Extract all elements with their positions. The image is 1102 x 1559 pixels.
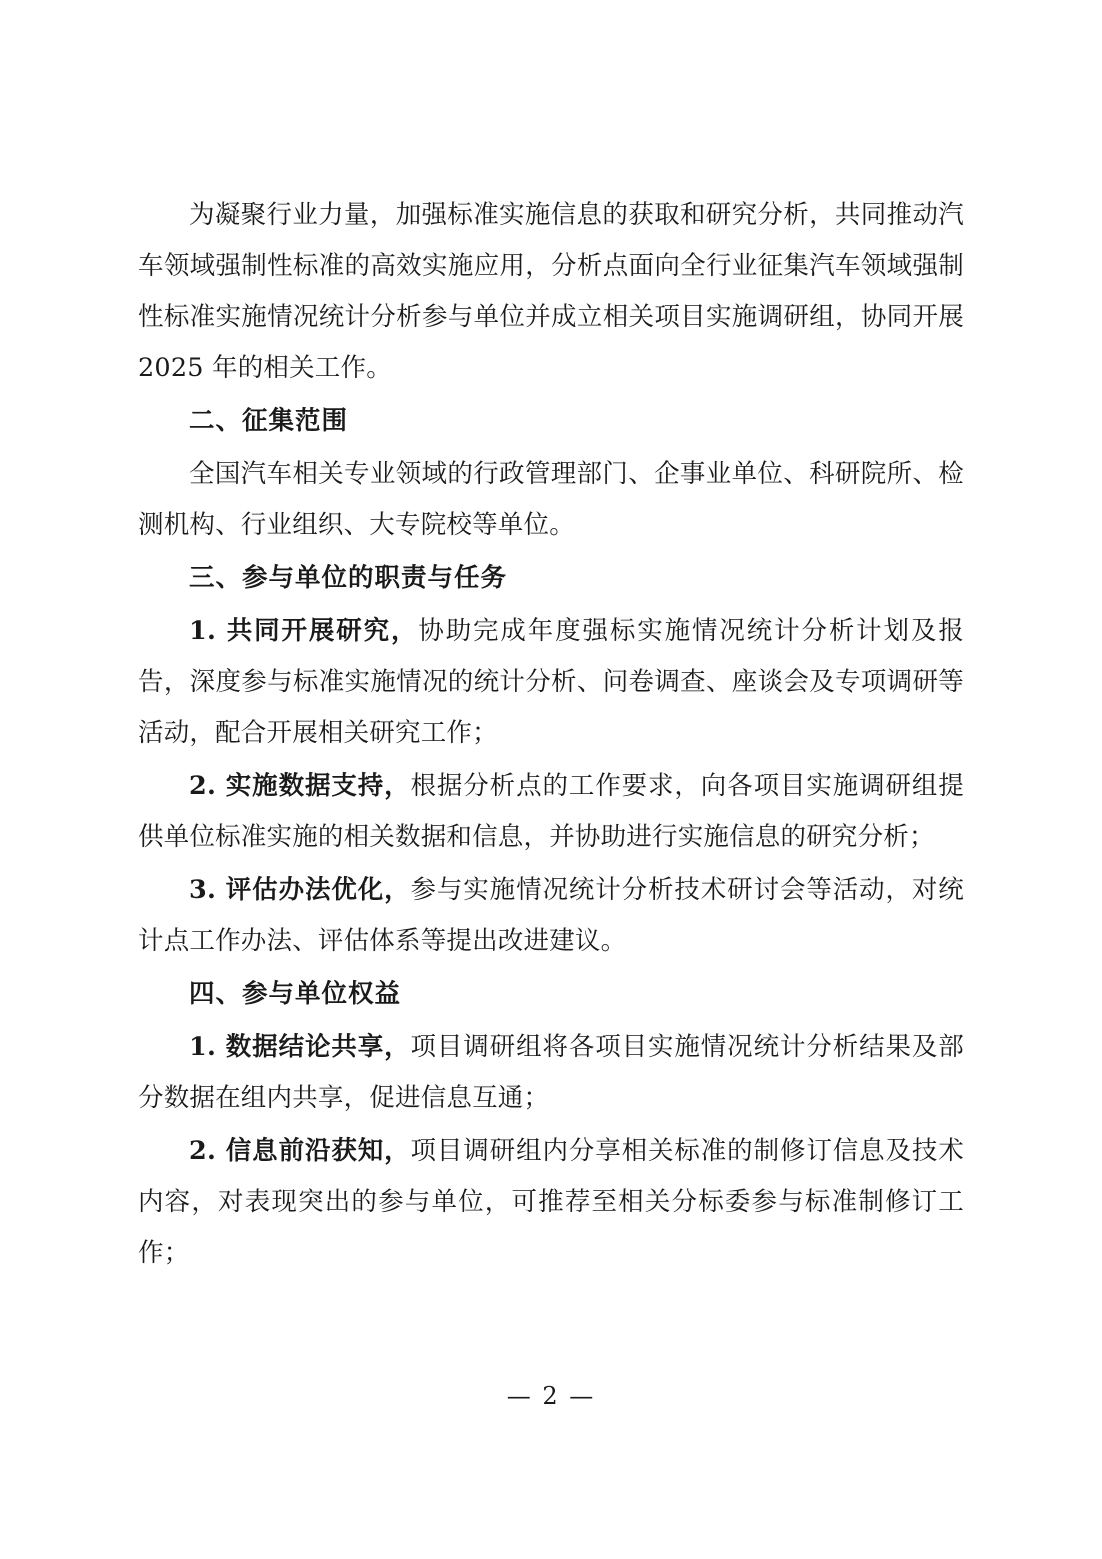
page-number: — 2 — [506, 1382, 596, 1410]
document-body [138, 190, 964, 1281]
heading-scope: 二、征集范围 [189, 406, 349, 436]
paragraph-duty-1-lead: 1. 共同开展研究， [189, 616, 419, 646]
heading-rights: 四、参与单位权益 [189, 979, 402, 1009]
heading-duties: 三、参与单位的职责与任务 [189, 563, 508, 593]
paragraph-duty-3-text: 参与实施情况统计分析技术研讨会等活动，对统计点工作办法、评估体系等提出改进建议。 [138, 875, 965, 956]
paragraph-right-1-lead: 1. 数据结论共享， [189, 1032, 411, 1062]
paragraph-right-2-lead: 2. 信息前沿获知， [189, 1136, 411, 1166]
paragraph-duty-2 [138, 761, 964, 863]
paragraph-intro: 为凝聚行业力量，加强标准实施信息的获取和研究分析，共同推动汽车领域强制性标准的高效实施应用，分析点面向全行业征集汽车领域强制性标准实施情况统计分析参与单位并成立相关项目实施调研组，协同开展 2025 年的相关工作。 [138, 200, 964, 383]
paragraph-duty-1 [138, 606, 964, 759]
paragraph-duty-1-text: 协助完成年度强标实施情况统计分析计划及报告，深度参与标准实施情况的统计分析、问卷调查、座谈会及专项调研等活动，配合开展相关研究工作； [138, 616, 964, 748]
paragraph-right-2-text: 项目调研组内分享相关标准的制修订信息及技术内容，对表现突出的参与单位，可推荐至相关分标委参与标准制修订工作； [138, 1136, 965, 1268]
paragraph-scope: 全国汽车相关专业领域的行政管理部门、企事业单位、科研院所、检测机构、行业组织、大专院校等单位。 [138, 459, 964, 540]
paragraph-duty-2-lead: 2. 实施数据支持， [189, 771, 411, 801]
paragraph-right-1-text: 项目调研组将各项目实施情况统计分析结果及部分数据在组内共享，促进信息互通； [138, 1032, 965, 1113]
paragraph-right-1 [138, 1022, 964, 1124]
paragraph-duty-3 [138, 865, 964, 967]
paragraph-duty-2-text: 根据分析点的工作要求，向各项目实施调研组提供单位标准实施的相关数据和信息，并协助进行实施信息的研究分析； [138, 771, 965, 852]
paragraph-duty-3-lead: 3. 评估办法优化， [189, 875, 411, 905]
paragraph-right-2 [138, 1126, 964, 1279]
